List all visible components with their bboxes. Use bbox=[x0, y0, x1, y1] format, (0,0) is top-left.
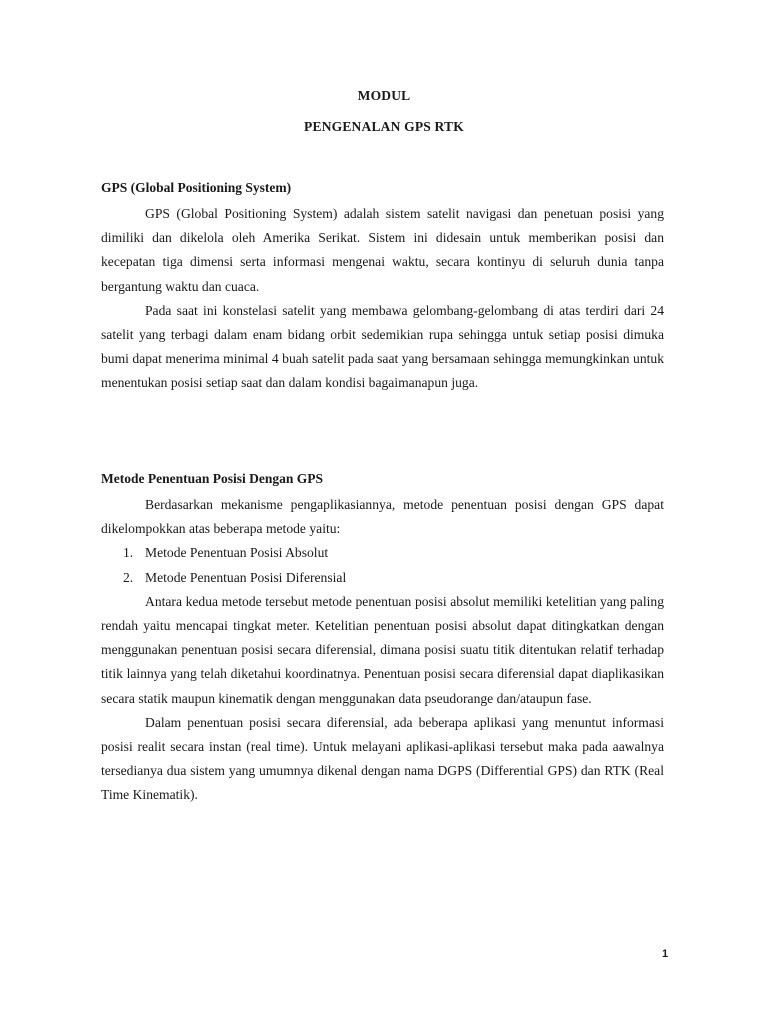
section-gps-body bbox=[101, 202, 664, 396]
list-item-text: Metode Penentuan Posisi Diferensial bbox=[145, 569, 347, 585]
page-number: 1 bbox=[662, 948, 669, 960]
document-title: MODUL bbox=[357, 88, 411, 103]
list-item-number: 1. bbox=[123, 545, 134, 561]
section-metode-body bbox=[101, 493, 664, 808]
paragraph: GPS (Global Positioning System) adalah sistem satelit navigasi dan penetuan posisi yang dimiliki dan dikelola oleh Amerika Serikat. Sistem ini didesain untuk memberikan posisi dan kecepatan tiga dimensi serta informasi mengenai waktu, secara kontinyu di seluruh dunia tanpa bergantung waktu dan cuaca. bbox=[101, 206, 664, 294]
section-heading-gps: GPS (Global Positioning System) bbox=[101, 180, 292, 195]
section-heading-metode: Metode Penentuan Posisi Dengan GPS bbox=[101, 471, 324, 486]
document-subtitle: PENGENALAN GPS RTK bbox=[304, 119, 464, 134]
list-item-number: 2. bbox=[123, 569, 134, 585]
paragraph: Berdasarkan mekanisme pengaplikasiannya, metode penentuan posisi dengan GPS dapat dikelompokkan atas beberapa metode yaitu: bbox=[101, 497, 664, 537]
paragraph: Dalam penentuan posisi secara diferensial, ada beberapa aplikasi yang menuntut informasi posisi realit secara instan (real time). Untuk melayani aplikasi-aplikasi tersebut maka pada aawalnya tersedianya dua sistem yang umumnya dikenal dengan nama DGPS (Differential GPS) dan RTK (Real Time Kinematik). bbox=[101, 714, 664, 803]
list-item-text: Metode Penentuan Posisi Absolut bbox=[145, 545, 329, 561]
paragraph: Antara kedua metode tersebut metode penentuan posisi absolut memiliki ketelitian yang paling rendah yaitu mencapai tingkat meter. Ketelitian penentuan posisi absolut dapat ditingkatkan dengan menggunakan penentuan posisi secara diferensial, dimana posisi suatu titik ditentukan relatif terhadap titik lainnya yang telah diketahui koordinatnya. Penentuan posisi secara diferensial dapat diaplikasikan secara statik maupun kinematik dengan menggunakan data pseudorange dan/ataupun fase. bbox=[101, 593, 664, 706]
method-list bbox=[101, 541, 664, 589]
paragraph: Pada saat ini konstelasi satelit yang membawa gelombang-gelombang di atas terdiri dari 24 satelit yang terbagi dalam enam bidang orbit sedemikian rupa sehingga untuk setiap posisi dimuka bumi dapat menerima minimal 4 buah satelit pada saat yang bersamaan sehingga memungkinkan untuk menentukan posisi setiap saat dan dalam kondisi bagaimanapun juga. bbox=[101, 302, 664, 391]
list-item bbox=[101, 541, 664, 565]
list-item bbox=[101, 566, 664, 590]
